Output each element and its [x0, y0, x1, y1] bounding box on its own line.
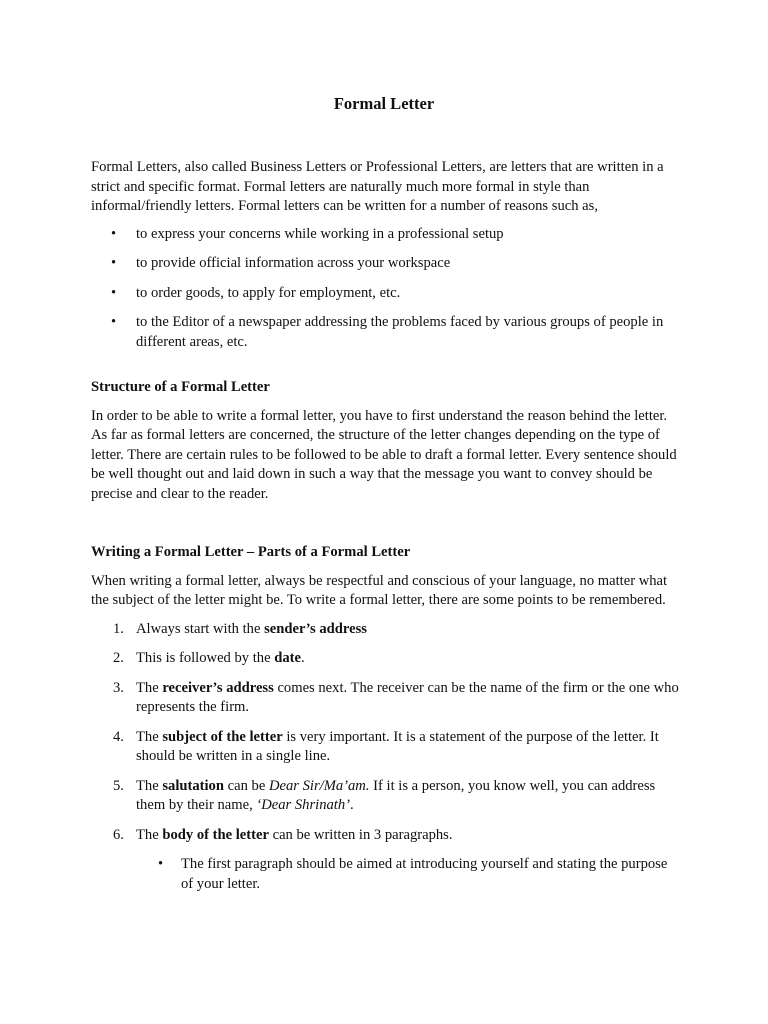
structure-paragraph: In order to be able to write a formal letter, you have to first understand the reason behind the letter. As far as formal letters are concerned, the structure of the letter changes depending on the type of letter. There are certain rules to be followed to be able to draft a formal letter. Every sentence should be well thought out and laid down in such a way that the message you want to convey should be precise and clear to the reader.: [91, 407, 677, 502]
list-item: [91, 620, 681, 640]
document-title: Formal Letter: [333, 94, 435, 113]
step-keyword: subject of the letter: [162, 728, 283, 745]
document-body: [91, 158, 681, 904]
step-text: can be written in 3 paragraphs.: [268, 826, 453, 843]
step-text: This is followed by the: [136, 650, 275, 666]
salutation-example: ‘Dear Shrinath’: [256, 797, 351, 813]
step-text: .: [301, 650, 305, 666]
intro-paragraph: Formal Letters, also called Business Letters or Professional Letters, are letters that are written in a strict and specific format. Formal letters are naturally much more formal in style than informal/friendly letters. Formal letters can be written for a number of reasons such as,: [91, 159, 664, 214]
reasons-list: [91, 225, 681, 353]
list-item: • to provide official information across your workspace: [91, 254, 681, 274]
step-text: can be: [223, 777, 269, 794]
step-text: The: [136, 826, 163, 843]
section-heading-parts: Writing a Formal Letter – Parts of a Formal Letter: [91, 544, 411, 560]
step-keyword: receiver’s address: [162, 679, 274, 696]
step-text: Always start with the: [136, 620, 265, 637]
list-number: 2.: [113, 650, 124, 666]
step-keyword: date: [274, 650, 301, 666]
list-number: 3.: [113, 679, 124, 696]
list-number: 6.: [113, 826, 124, 843]
parts-paragraph: When writing a formal letter, always be respectful and conscious of your language, no matter what the subject of the letter might be. To write a formal letter, there are some points to be remembered.: [91, 572, 668, 608]
list-item: • to order goods, to apply for employment, etc.: [91, 284, 681, 304]
list-item: [91, 777, 681, 816]
body-points-list: [136, 855, 681, 894]
step-text: is very important. It is a statement of the purpose of the letter. It should be written in a single line.: [136, 728, 659, 764]
step-keyword: body of the letter: [162, 826, 269, 843]
list-item: • to express your concerns while working in a professional setup: [91, 225, 681, 245]
list-item: • to the Editor of a newspaper addressing the problems faced by various groups of people in different areas, etc.: [91, 313, 681, 352]
list-item: [91, 679, 681, 718]
list-number: 5.: [113, 777, 124, 794]
list-item: [91, 826, 681, 895]
step-text: comes next. The receiver can be the name of the firm or the one who represents the firm.: [136, 679, 679, 715]
step-text: The: [136, 679, 163, 696]
parts-list: [91, 620, 681, 895]
list-item: [91, 649, 681, 669]
list-item: [91, 728, 681, 767]
salutation-example: Dear Sir/Ma’am.: [268, 777, 370, 794]
section-heading-structure: Structure of a Formal Letter: [91, 379, 270, 395]
step-text: If it is a person, you know well, you can address them by their name,: [136, 777, 656, 813]
step-text: .: [350, 797, 354, 813]
list-number: 1.: [113, 620, 124, 637]
step-text: The: [136, 728, 163, 745]
step-keyword: sender’s address: [264, 620, 367, 637]
step-text: The: [136, 777, 163, 794]
list-number: 4.: [113, 728, 124, 745]
step-keyword: salutation: [162, 777, 224, 794]
list-item: • The first paragraph should be aimed at introducing yourself and stating the purpose of your letter.: [136, 855, 681, 894]
